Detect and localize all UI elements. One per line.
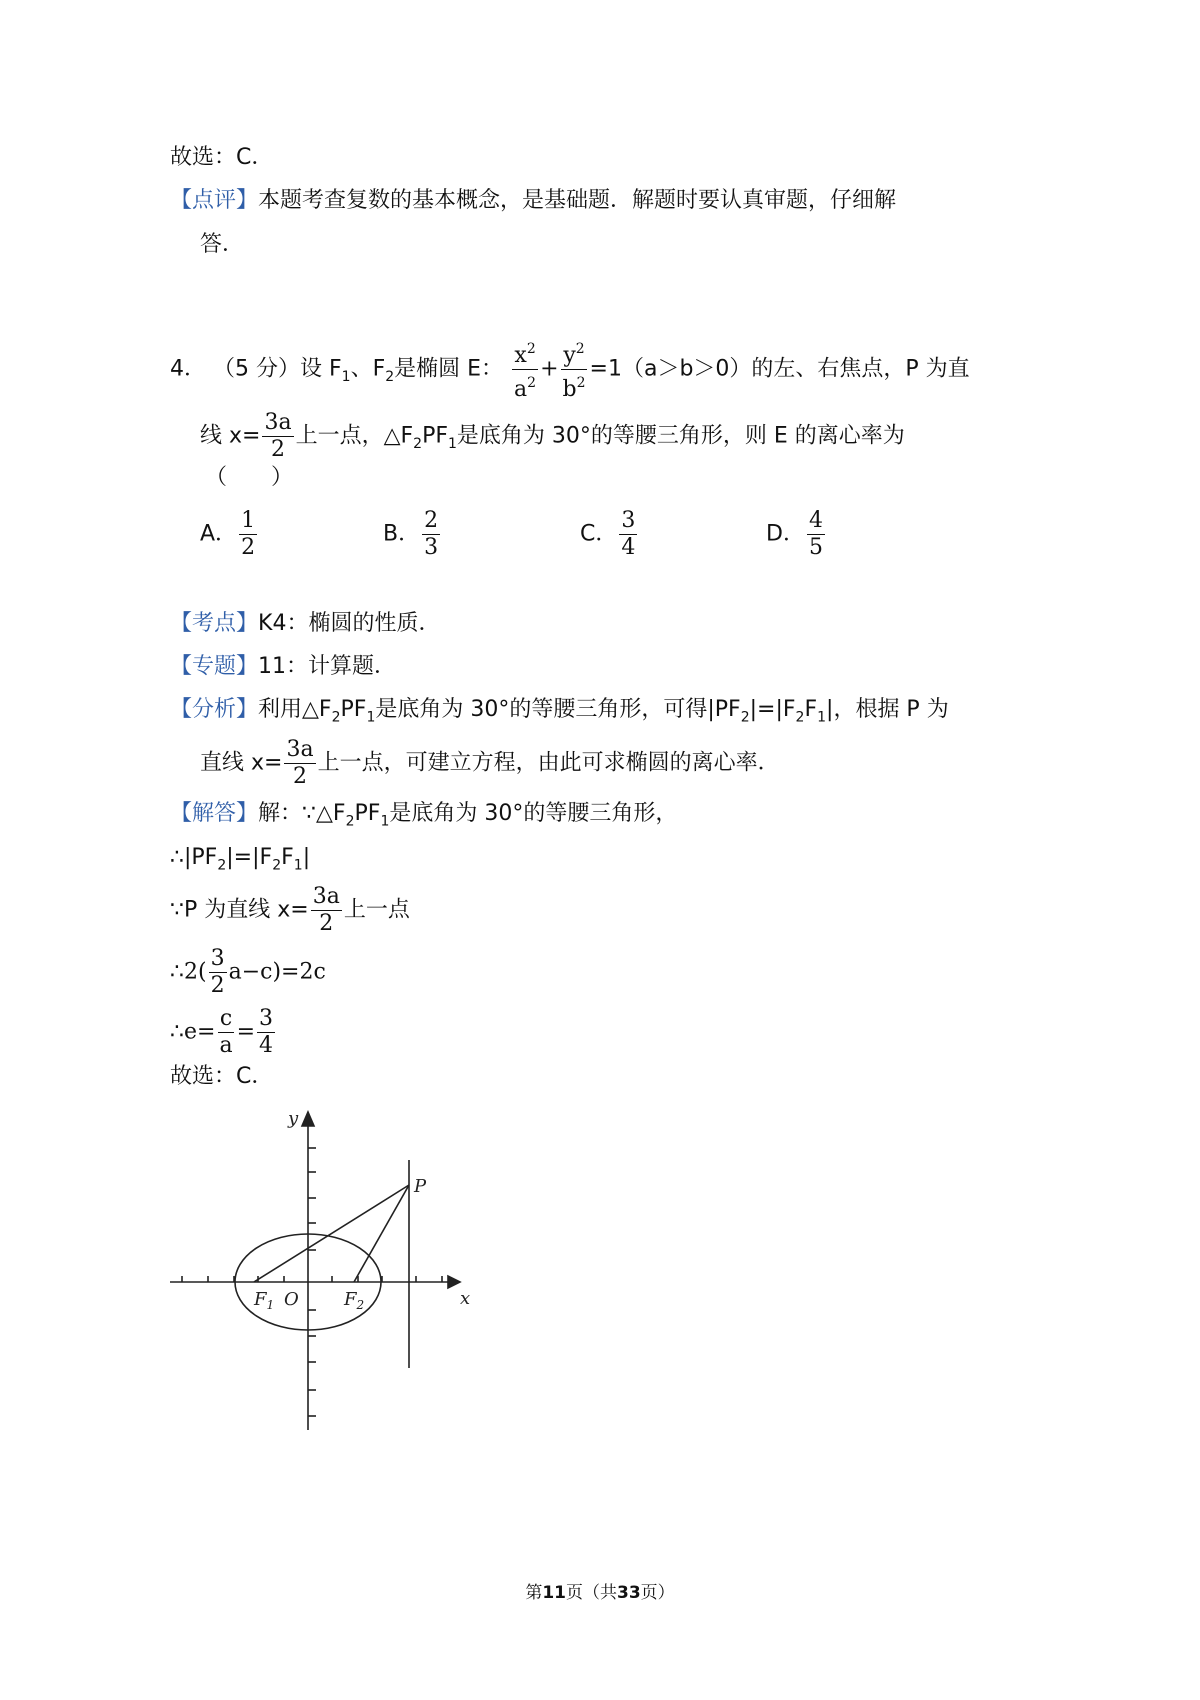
t: ∴|PF — [170, 845, 218, 870]
q4-line-2 — [200, 410, 905, 464]
text: 11：计算题． — [258, 654, 397, 679]
sub: 2 — [272, 857, 282, 874]
tag: 【分析】 — [170, 697, 259, 722]
tag: 【专题】 — [170, 654, 259, 679]
kaodian — [170, 609, 440, 639]
origin-label: O — [284, 1289, 299, 1310]
option-label: D． — [766, 521, 805, 547]
segment-f1-p — [254, 1185, 409, 1282]
q4-number: 4． — [170, 356, 206, 382]
jieda — [170, 799, 677, 836]
t: 是底角为 30°的等腰三角形， — [389, 801, 678, 826]
sub: 2 — [795, 709, 805, 726]
prev-comment-cont: 答． — [200, 232, 245, 257]
t: ∴ — [170, 1019, 184, 1045]
total-pages: 33 — [617, 1583, 641, 1603]
t: b — [562, 377, 577, 402]
t: PF — [422, 423, 448, 449]
prev-answer: 故选：C． — [170, 145, 274, 170]
x-axis-label: x — [460, 1288, 471, 1309]
sub: 2 — [740, 709, 750, 726]
x-axis-arrow — [448, 1276, 460, 1288]
n: 2 — [424, 508, 439, 533]
option-label: A． — [200, 521, 238, 547]
text: K4：椭圆的性质． — [258, 611, 441, 636]
d: 2 — [293, 764, 308, 789]
t: e= — [184, 1019, 216, 1045]
sub: 1 — [448, 435, 457, 452]
y-axis-label: y — [288, 1108, 299, 1129]
step-2 — [170, 884, 410, 937]
final-answer: 故选：C． — [170, 1064, 274, 1089]
t: PF — [354, 801, 381, 826]
d: a — [219, 1033, 233, 1058]
t: 页（共 — [566, 1583, 617, 1603]
sub: 2 — [331, 709, 341, 726]
d: 5 — [808, 535, 823, 560]
t: 2( — [184, 959, 207, 985]
x-ticks — [182, 1276, 442, 1282]
comment-tag: 【点评】 — [170, 188, 259, 213]
t: 解：∵△F — [258, 801, 346, 826]
t: 直线 x= — [200, 750, 283, 776]
sub: 1 — [341, 368, 351, 385]
d: 2 — [241, 535, 256, 560]
sub: 2 — [345, 813, 355, 830]
d: 2 — [210, 973, 225, 998]
point-p-label: P — [414, 1176, 427, 1197]
frac-y2-b2 — [561, 336, 588, 403]
option-d[interactable] — [766, 508, 827, 561]
step-4 — [170, 1006, 277, 1059]
tag: 【考点】 — [170, 611, 259, 636]
ellipse-figure — [160, 1100, 490, 1440]
t: 是底角为 30°的等腰三角形，则 E 的离心率为 — [456, 423, 905, 449]
q4-paren: （ ） — [205, 465, 294, 490]
y-axis-arrow — [302, 1112, 314, 1126]
t: | — [302, 845, 311, 870]
t: x — [514, 343, 527, 368]
t: F — [804, 697, 818, 722]
fenxi-line-2 — [200, 737, 780, 790]
n: 3 — [259, 1006, 274, 1031]
option-label: C． — [580, 521, 618, 547]
zhuanti — [170, 652, 396, 682]
option-label: B． — [383, 521, 421, 547]
frac-x2-a2 — [512, 336, 538, 403]
t: F — [254, 1289, 267, 1310]
t: 2 — [576, 375, 586, 391]
step-3 — [170, 946, 326, 999]
t: = — [236, 1019, 256, 1045]
t: PF — [340, 697, 367, 722]
comment-text: 本题考查复数的基本概念，是基础题．解题时要认真审题，仔细解 — [258, 188, 897, 213]
q4-line-1 — [170, 336, 970, 403]
q4-score: （5 分）设 F — [213, 356, 342, 382]
d: 4 — [259, 1033, 274, 1058]
option-a[interactable] — [200, 508, 259, 561]
option-c[interactable] — [580, 508, 639, 561]
prev-comment — [170, 186, 896, 216]
point-f2-label — [343, 1289, 364, 1312]
page-number: 11 — [542, 1583, 566, 1603]
t: 2 — [527, 375, 537, 391]
t: 线 x= — [200, 423, 261, 449]
t: 1 — [266, 1298, 275, 1312]
t: a — [514, 377, 528, 402]
point-f1-label — [253, 1289, 274, 1312]
segment-f2-p — [354, 1185, 409, 1282]
tag: 【解答】 — [170, 801, 259, 826]
t: y — [563, 343, 576, 368]
t: ∴ — [170, 959, 184, 985]
t: 利用△F — [258, 697, 332, 722]
d: 2 — [319, 911, 334, 936]
t: |，根据 P 为 — [826, 697, 949, 722]
d: 4 — [621, 535, 636, 560]
text: =1（a＞b＞0）的左、右焦点，P 为直 — [589, 356, 970, 382]
n: 3 — [210, 946, 225, 971]
step-1 — [170, 843, 310, 880]
page-footer — [0, 1578, 1200, 1603]
n: 3 — [621, 508, 636, 533]
t: |=|F — [749, 697, 796, 722]
option-b[interactable] — [383, 508, 442, 561]
n: 3a — [286, 737, 314, 762]
d: 3 — [424, 535, 439, 560]
sub: 1 — [293, 857, 303, 874]
t: 2 — [575, 341, 585, 357]
text: 是椭圆 E： — [394, 356, 504, 382]
t: 2 — [356, 1298, 365, 1312]
t: F — [344, 1289, 357, 1310]
fenxi — [170, 695, 949, 732]
t: F — [281, 845, 294, 870]
n: 3a — [312, 884, 340, 909]
n: c — [219, 1006, 233, 1031]
t: 上一点，可建立方程，由此可求椭圆的离心率． — [317, 750, 780, 776]
sub: 1 — [366, 709, 376, 726]
t: a−c)=2c — [228, 959, 326, 985]
text: 、F — [350, 356, 386, 382]
t: 页） — [640, 1583, 675, 1603]
sub: 2 — [217, 857, 227, 874]
plus: + — [540, 356, 559, 382]
n: 1 — [241, 508, 256, 533]
t: ∵P 为直线 x= — [170, 897, 309, 923]
t: |=|F — [226, 845, 273, 870]
sub: 1 — [380, 813, 390, 830]
sub: 2 — [413, 435, 423, 452]
t: 第 — [525, 1583, 543, 1603]
n: 4 — [808, 508, 823, 533]
frac-3a-2: $\frac{3a}{2}$ — [264, 410, 292, 462]
sub: 1 — [817, 709, 827, 726]
t: 上一点 — [343, 897, 410, 923]
sub: 2 — [385, 368, 395, 385]
t: 上一点，△F — [295, 423, 414, 449]
t: 2 — [526, 341, 536, 357]
t: 是底角为 30°的等腰三角形，可得|PF — [375, 697, 741, 722]
